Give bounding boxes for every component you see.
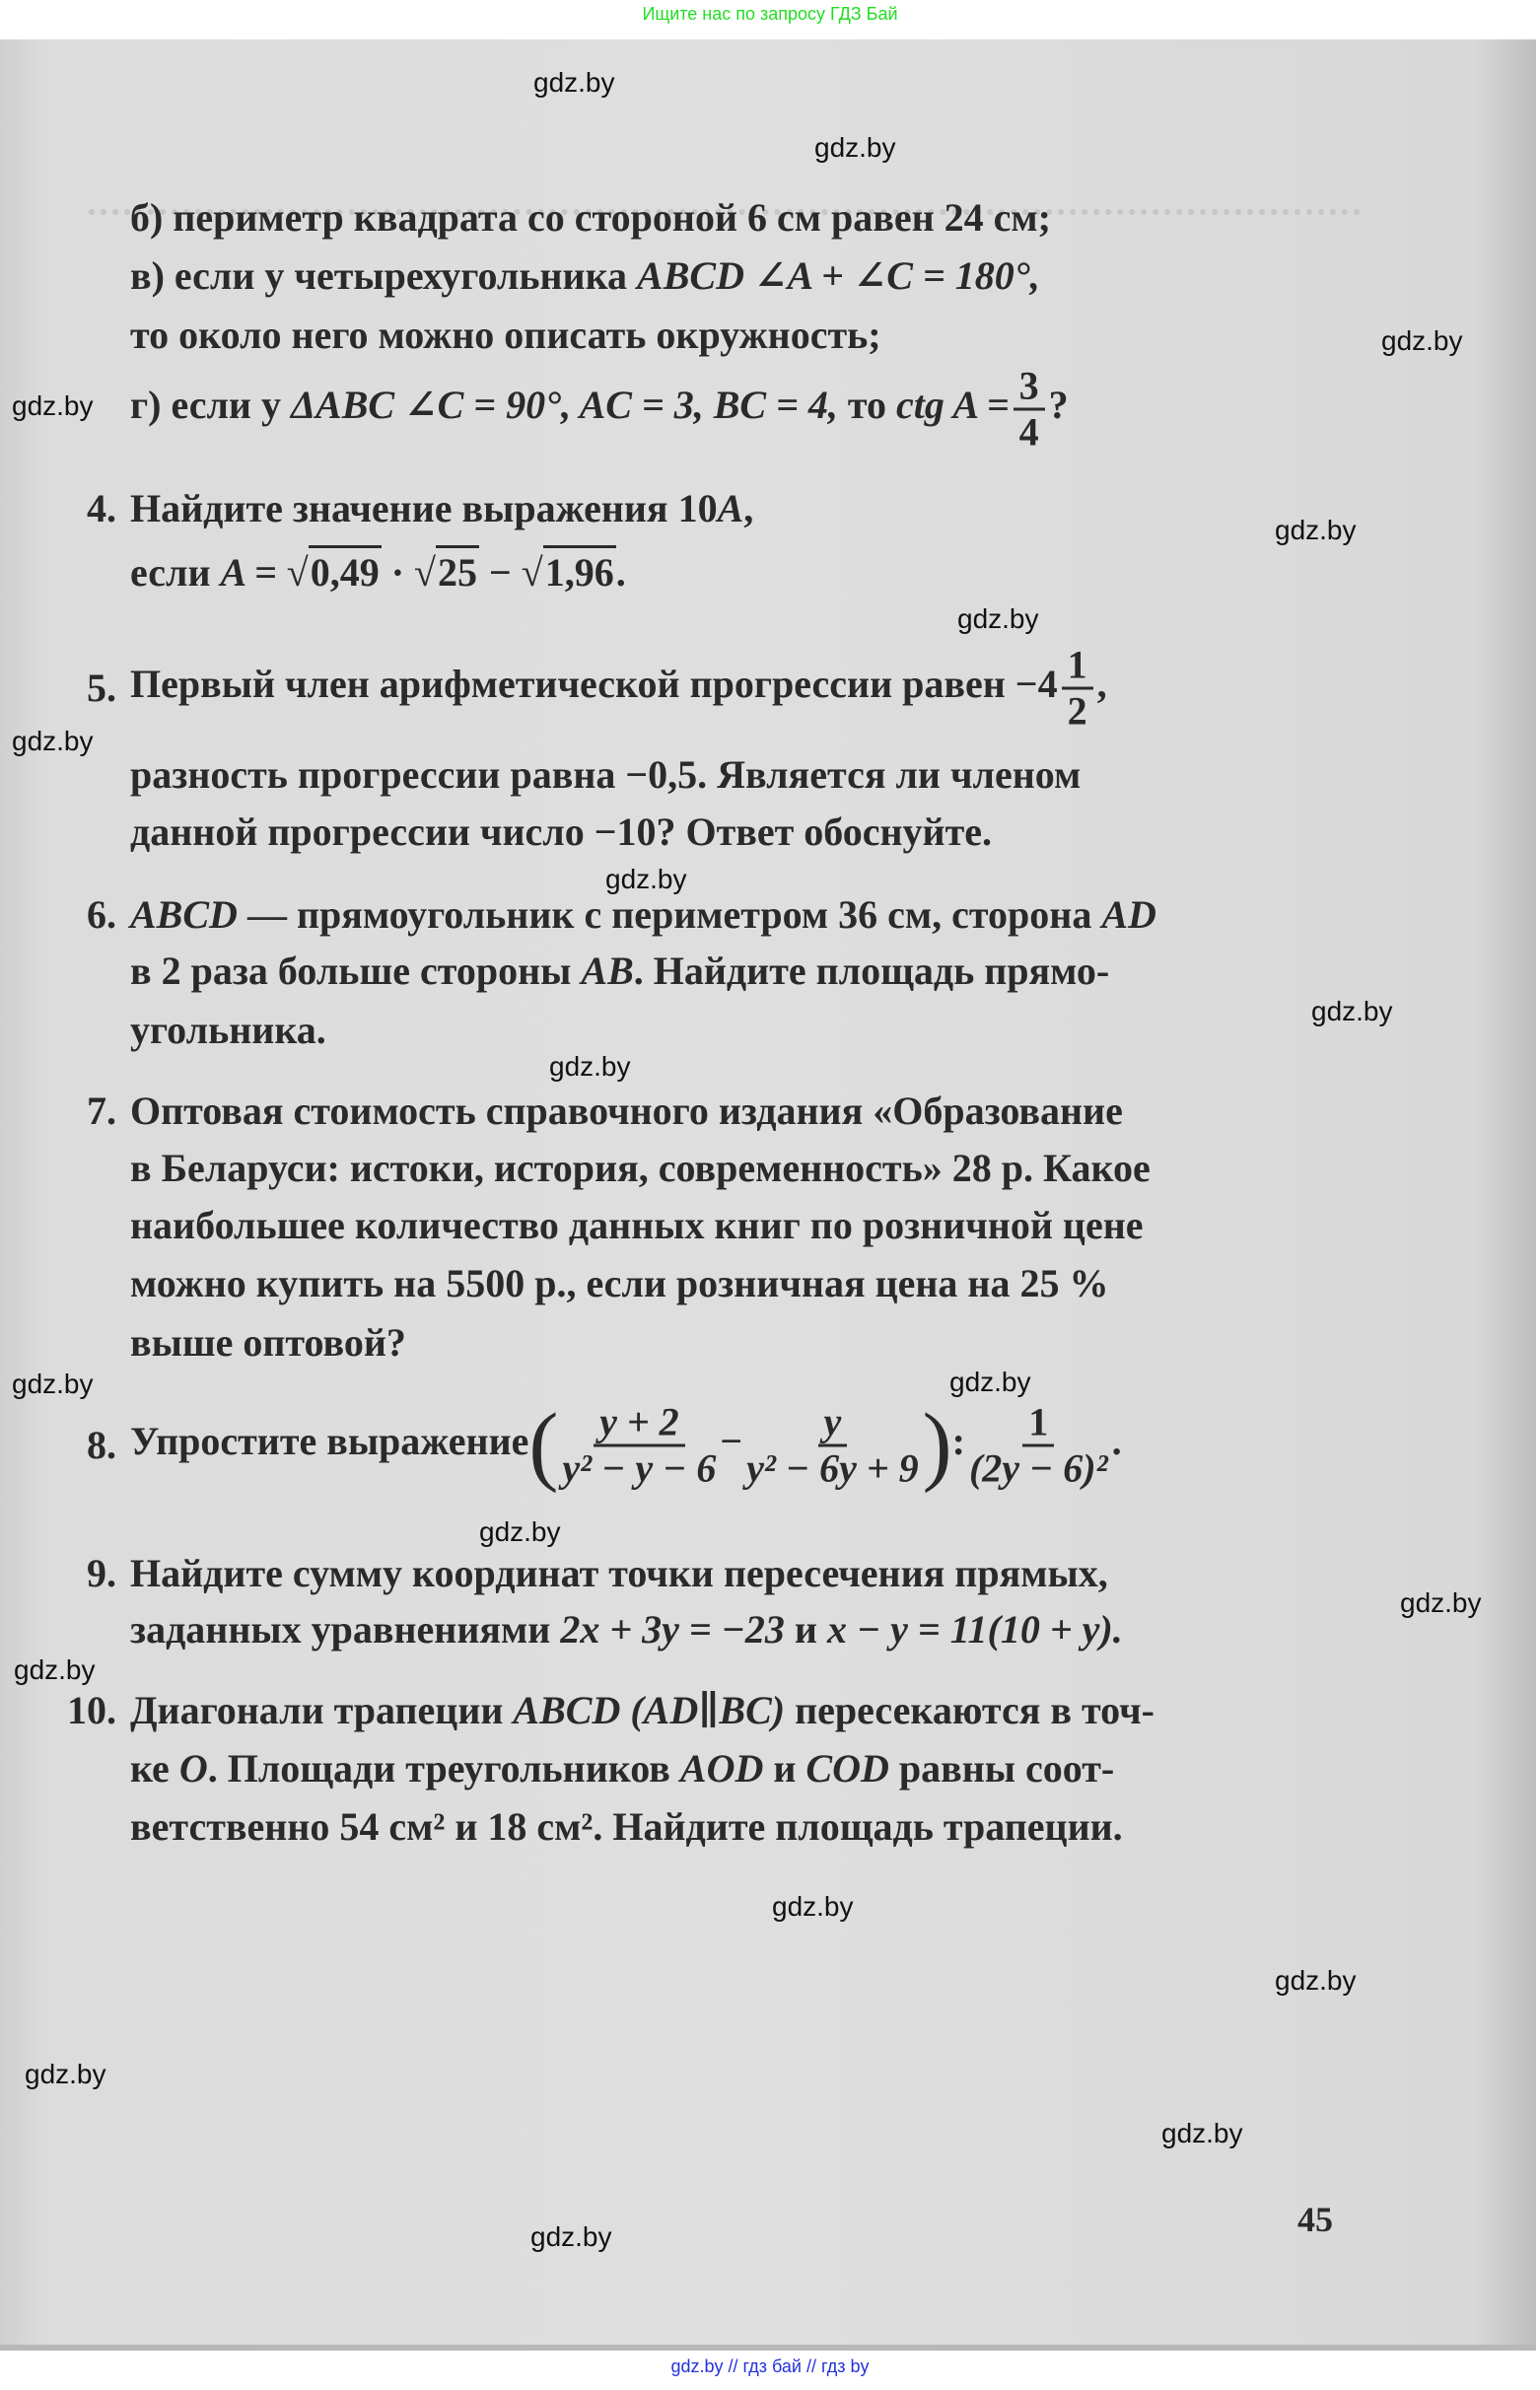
denominator: y² − y − 6 [562, 1445, 717, 1491]
op: : [951, 1419, 965, 1464]
q6-line3: угольника. [130, 1008, 326, 1052]
q7-line4: можно купить на 5500 р., если розничная цена на 25 % [130, 1261, 1109, 1305]
text: заданных уравнениями [130, 1607, 551, 1652]
numerator: 1 [1062, 644, 1093, 690]
op: − [489, 550, 512, 595]
item-b: б) периметр квадрата со стороной 6 см равен 24 см; [130, 195, 1051, 240]
text: если [130, 550, 211, 595]
denominator: (2y − 6)² [968, 1445, 1108, 1491]
q7-line2: в Беларуси: истоки, история, современность» 28 р. Какое [130, 1146, 1151, 1190]
text: и [794, 1607, 817, 1652]
watermark: gdz.by [12, 1369, 94, 1399]
math: ABCD (AD∥BC) [513, 1688, 786, 1732]
denominator: y² − 6y + 9 [746, 1445, 919, 1491]
watermark: gdz.by [1275, 1965, 1357, 1996]
math: COD [805, 1746, 889, 1791]
q6-line2 [130, 951, 1109, 991]
watermark: gdz.by [1275, 515, 1357, 545]
numerator: 3 [1014, 365, 1045, 411]
watermark: gdz.by [605, 864, 687, 894]
text: в) если у четырехугольника [130, 253, 628, 298]
q6-line1 [130, 892, 1156, 937]
q7-line3: наибольшее количество данных книг по розничной цене [130, 1203, 1144, 1247]
op: · [390, 550, 405, 595]
q4-line1 [130, 486, 754, 530]
op: − [720, 1419, 743, 1464]
text: г) если у [130, 383, 281, 428]
item-v-line1 [130, 253, 1040, 298]
q5-line1 [130, 644, 1107, 734]
problem-number: 7. [87, 1089, 116, 1133]
text: . Площади треугольников [207, 1746, 670, 1791]
watermark: gdz.by [1161, 2118, 1243, 2148]
page-number: 45 [1297, 2200, 1333, 2239]
q5-line2: разность прогрессии равна −0,5. Является ли членом [130, 752, 1082, 797]
item-g [130, 365, 1069, 455]
paren-close: ) [922, 1396, 952, 1494]
watermark: gdz.by [12, 390, 94, 421]
fraction [562, 1401, 716, 1491]
watermark: gdz.by [814, 132, 896, 163]
math: AD [1101, 892, 1156, 937]
q10-line1 [130, 1688, 1155, 1732]
sqrt: 25 [436, 545, 479, 595]
math: ΔABC ∠C = 90°, AC = 3, BC = 4, [290, 383, 838, 428]
text: в 2 раза больше стороны [130, 949, 582, 993]
text: — прямоугольник с периметром 36 см, сторона [237, 892, 1102, 937]
math: O [178, 1746, 208, 1791]
watermark: gdz.by [12, 726, 94, 756]
text: ке [130, 1746, 170, 1791]
text: Диагонали трапеции [130, 1688, 504, 1732]
sqrt: 1,96 [543, 545, 616, 595]
text: то [847, 383, 887, 428]
math: A [717, 486, 744, 530]
watermark: gdz.by [1311, 996, 1393, 1026]
q7-line1: Оптовая стоимость справочного издания «Образование [130, 1089, 1123, 1133]
fraction [969, 1401, 1108, 1491]
watermark: gdz.by [549, 1051, 631, 1082]
watermark: gdz.by [14, 1654, 96, 1685]
text: Первый член арифметической прогрессии равен [130, 662, 1006, 707]
q8-line [130, 1396, 1122, 1494]
text: равны соот- [898, 1746, 1115, 1791]
math: A = [220, 550, 277, 595]
numerator: 1 [1022, 1401, 1054, 1447]
math: ABCD [130, 892, 238, 937]
problem-number: 9. [87, 1551, 116, 1595]
denominator: 2 [1067, 688, 1087, 734]
text: пересекаются в точ- [795, 1688, 1155, 1732]
problem-number: 4. [87, 486, 116, 530]
numerator: y [818, 1401, 848, 1447]
header-banner[interactable]: Ищите нас по запросу ГДЗ Бай [642, 4, 898, 24]
watermark: gdz.by [1381, 325, 1463, 356]
q10-line2 [130, 1746, 1115, 1791]
denominator: 4 [1018, 409, 1039, 455]
watermark: gdz.by [25, 2059, 106, 2089]
problem-number: 10. [67, 1688, 116, 1732]
numerator: y + 2 [594, 1401, 685, 1447]
q5-line3: данной прогрессии число −10? Ответ обоснуйте. [130, 809, 993, 854]
problem-number: 5. [87, 666, 116, 710]
q9-line2 [130, 1607, 1123, 1652]
footer-banner[interactable]: gdz.by // гдз бай // гдз by [670, 2356, 870, 2376]
watermark: gdz.by [957, 603, 1039, 634]
q7-line5: выше оптовой? [130, 1320, 406, 1365]
op: , [1096, 662, 1107, 707]
q4-line2: если A = √0,49 · √25 − √1,96. [130, 553, 626, 593]
math: AOD [679, 1746, 764, 1791]
text: Упростите выражение [130, 1419, 529, 1464]
watermark: gdz.by [530, 2221, 612, 2252]
math: −4 [1015, 662, 1058, 707]
problem-number: 6. [87, 892, 116, 937]
q10-line3: ветственно 54 см² и 18 см². Найдите площадь трапеции. [130, 1804, 1123, 1849]
text: ? [1048, 383, 1069, 428]
math: AB [581, 949, 634, 993]
text: . Найдите площадь прямо- [633, 949, 1110, 993]
item-v-line2: то около него можно описать окружность; [130, 313, 881, 357]
math: 2x + 3y = −23 [560, 1607, 785, 1652]
fraction [1062, 644, 1093, 734]
problem-number: 8. [87, 1423, 116, 1467]
watermark: gdz.by [1400, 1587, 1482, 1618]
op: . [615, 550, 626, 595]
fraction [746, 1401, 919, 1491]
math: x − y = 11(10 + y). [826, 1607, 1123, 1652]
text: , [743, 486, 754, 530]
watermark: gdz.by [772, 1891, 854, 1922]
op: . [1111, 1419, 1122, 1464]
watermark: gdz.by [479, 1516, 561, 1547]
math: ctg A = [896, 383, 1010, 428]
fraction [1014, 365, 1045, 455]
text: Найдите значение выражения 10 [130, 486, 718, 530]
paren-open: ( [528, 1396, 559, 1494]
q9-line1: Найдите сумму координат точки пересечения прямых, [130, 1551, 1108, 1595]
text: и [773, 1746, 797, 1791]
sqrt: 0,49 [309, 545, 382, 595]
watermark: gdz.by [533, 67, 615, 98]
math: ABCD ∠A + ∠C = 180°, [637, 253, 1040, 298]
watermark: gdz.by [949, 1367, 1031, 1397]
